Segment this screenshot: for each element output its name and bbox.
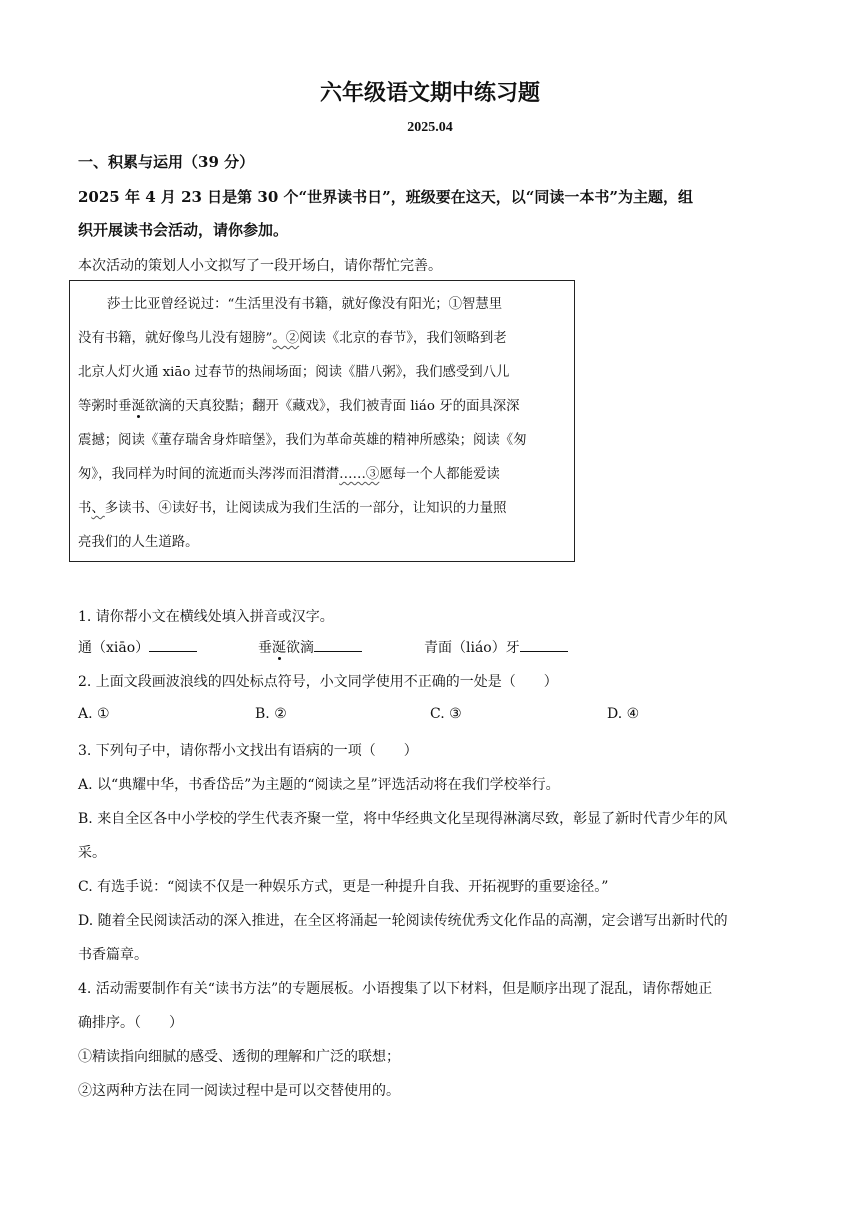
passage-line-1: 莎士比亚曾经说过：“生活里没有书籍，就好像没有阳光；①智慧里 bbox=[107, 297, 503, 312]
passage-line-6: 匆》，我同样为时间的流逝而头涔涔而泪潸潸……③愿每一个人都能爱读 bbox=[78, 467, 500, 482]
wavy-mark-1: 。② bbox=[272, 331, 300, 346]
q1-blank-b: 垂涎欲滴 bbox=[258, 637, 362, 657]
q3-text: 3. 下列句子中，请你帮小文找出有语病的一项（ ） bbox=[78, 743, 418, 759]
wavy-mark-4: 、 bbox=[91, 501, 105, 516]
answer-blank[interactable] bbox=[314, 637, 362, 652]
q2-option-d[interactable]: D. ④ bbox=[607, 706, 640, 722]
q2-option-a[interactable]: A. ① bbox=[78, 706, 110, 722]
lead-text: 本次活动的策划人小文拟写了一段开场白，请你帮忙完善。 bbox=[78, 258, 442, 274]
passage-line-3: 北京人灯火通 xiāo 过春节的热闹场面；阅读《腊八粥》，我们感受到八儿 bbox=[78, 365, 510, 380]
q3-option-d-cont: 书香篇章。 bbox=[78, 947, 148, 963]
q3-option-b-cont: 采。 bbox=[78, 845, 106, 861]
q3-option-a[interactable]: A. 以“典耀中华，书香岱岳”为主题的“阅读之星”评选活动将在我们学校举行。 bbox=[78, 777, 560, 793]
q3-option-b[interactable]: B. 来自全区各中小学校的学生代表齐聚一堂，将中华经典文化呈现得淋漓尽致，彰显了新时代青少年的风 bbox=[78, 811, 728, 827]
q2-option-b[interactable]: B. ② bbox=[255, 706, 287, 722]
q1-text: 1. 请你帮小文在横线处填入拼音或汉字。 bbox=[78, 609, 334, 625]
passage-line-8: 亮我们的人生道路。 bbox=[78, 535, 199, 550]
exam-date: 2025.04 bbox=[407, 120, 453, 135]
q1-blank-c: 青面（liáo）牙 bbox=[424, 637, 568, 657]
q2-option-c[interactable]: C. ③ bbox=[430, 706, 462, 722]
passage-line-4: 等粥时垂涎欲滴的天真狡黠；翻开《藏戏》，我们被青面 liáo 牙的面具深深 bbox=[78, 399, 520, 414]
passage-box bbox=[69, 280, 575, 562]
answer-blank[interactable] bbox=[520, 637, 568, 652]
answer-blank[interactable] bbox=[149, 637, 197, 652]
section-heading: 一、积累与运用（39 分） bbox=[78, 153, 255, 171]
wavy-mark-3: ……③ bbox=[339, 467, 380, 482]
q3-option-d[interactable]: D. 随着全民阅读活动的深入推进，在全区将涌起一轮阅读传统优秀文化作品的高潮，定会谱写出新时代的 bbox=[78, 913, 728, 929]
q2-text: 2. 上面文段画波浪线的四处标点符号，小文同学使用不正确的一处是（ ） bbox=[78, 674, 558, 690]
q1-blank-a: 通（xiāo） bbox=[78, 637, 197, 657]
passage-line-2: 没有书籍，就好像鸟儿没有翅膀”。②阅读《北京的春节》，我们领略到老 bbox=[78, 331, 507, 346]
passage-line-5: 震撼；阅读《董存瑞舍身炸暗堡》，我们为革命英雄的精神所感染；阅读《匆 bbox=[78, 433, 527, 448]
passage-line-7: 书、多读书、④读好书，让阅读成为我们生活的一部分，让知识的力量照 bbox=[78, 501, 507, 516]
q3-option-c[interactable]: C. 有选手说：“阅读不仅是一种娱乐方式，更是一种提升自我、开拓视野的重要途径。” bbox=[78, 879, 609, 895]
q4-material-2: ②这两种方法在同一阅读过程中是可以交替使用的。 bbox=[78, 1083, 400, 1099]
page-title: 六年级语文期中练习题 bbox=[319, 80, 540, 106]
intro-line-2: 织开展读书会活动，请你参加。 bbox=[78, 221, 289, 239]
q4-material-1: ①精读指向细腻的感受、透彻的理解和广泛的联想； bbox=[78, 1049, 400, 1065]
intro-line-1: 2025 年 4 月 23 日是第 30 个“世界读书日”，班级要在这天，以“同读一本书”为主题，组 bbox=[78, 188, 694, 206]
emphasis-dot: 涎 bbox=[131, 399, 145, 414]
q4-text-cont: 确排序。（ ） bbox=[78, 1015, 183, 1031]
q4-text: 4. 活动需要制作有关“读书方法”的专题展板。小语搜集了以下材料，但是顺序出现了混乱，请你帮她正 bbox=[78, 981, 713, 997]
